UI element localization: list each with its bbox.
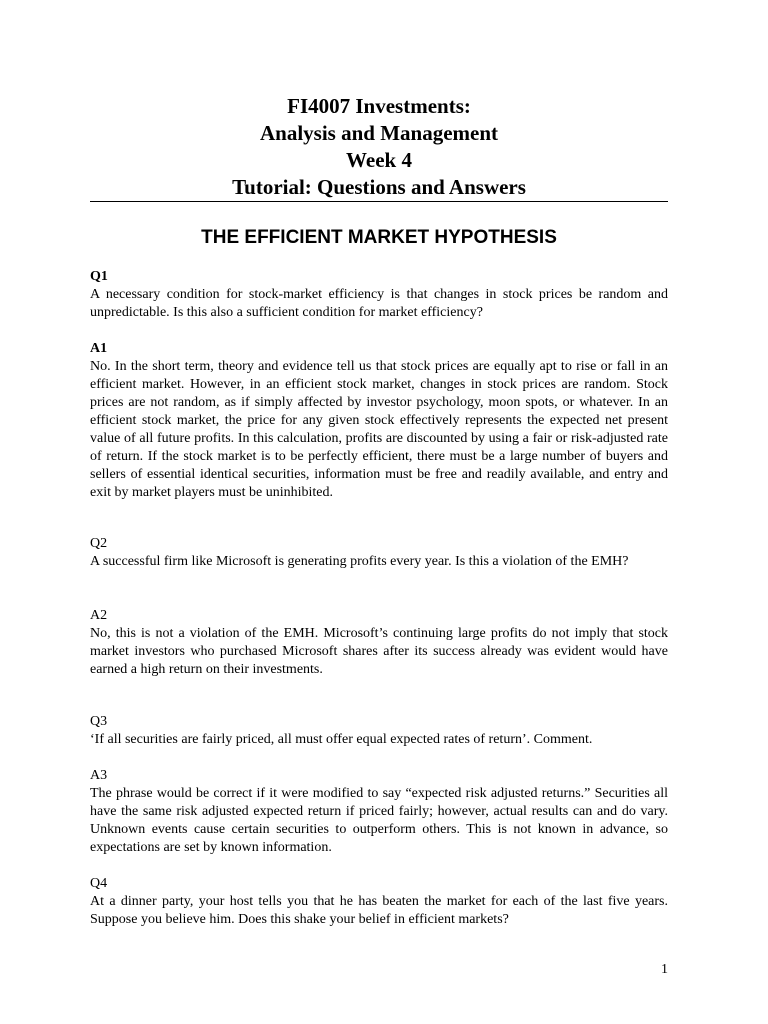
question-text: At a dinner party, your host tells you that he has beaten the market for each of the last five years. Suppose you believe him. Does this shake your belief in efficient markets? (90, 894, 668, 927)
qa-block-q1 (90, 268, 668, 322)
qa-block-q2 (90, 535, 668, 571)
qa-block-q3 (90, 713, 668, 749)
title-line-subject: Analysis and Management (259, 121, 499, 145)
answer-text: No, this is not a violation of the EMH. Microsoft’s continuing large profits do not imply that stock market investors who purchased Microsoft shares after its success already was evident would have earned a high return on their investments. (90, 626, 668, 677)
answer-text: The phrase would be correct if it were modified to say “expected risk adjusted returns.” Securities all have the same risk adjusted expected return if priced fairly; however, actual results can and do vary. Unknown events cause certain securities to outperform others. This is not known in advance, so expectations are set by known information. (90, 786, 668, 855)
title-line-tutorial: Tutorial: Questions and Answers (232, 175, 526, 199)
qa-block-a2 (90, 607, 668, 679)
question-text: ‘If all securities are fairly priced, all must offer equal expected rates of return’. Comment. (90, 732, 593, 747)
answer-label: A2 (90, 608, 108, 623)
question-label: Q1 (90, 269, 108, 284)
question-text: A necessary condition for stock-market efficiency is that changes in stock prices be random and unpredictable. Is this also a sufficient condition for market efficiency? (90, 287, 668, 320)
question-label: Q3 (90, 714, 108, 729)
qa-block-a3 (90, 767, 668, 857)
question-label: Q2 (90, 536, 108, 551)
question-label: Q4 (90, 876, 108, 891)
answer-label: A3 (90, 768, 108, 783)
title-line-week: Week 4 (346, 148, 412, 172)
answer-label: A1 (90, 341, 108, 356)
page-number: 1 (661, 962, 668, 977)
title-divider (90, 201, 668, 202)
answer-text: No. In the short term, theory and evidence tell us that stock prices are equally apt to rise or fall in an efficient market. However, in an efficient stock market, changes in stock prices are random. Stock prices are not random, as if simply affected by investor psychology, moon spots, or whatever. In an efficient stock market, the price for any given stock effectively represents the expected net present value of all future profits. In this calculation, profits are discounted by using a fair or risk-adjusted rate of return. If the stock market is to be perfectly efficient, there must be a large number of buyers and sellers of essential identical securities, information must be free and readily available, and entry and exit by market players must be uninhibited. (90, 359, 668, 500)
document-title (90, 93, 668, 201)
title-line-course: FI4007 Investments: (287, 94, 471, 118)
qa-block-a1 (90, 340, 668, 502)
qa-block-q4 (90, 875, 668, 929)
question-text: A successful firm like Microsoft is generating profits every year. Is this a violation of the EMH? (90, 554, 629, 569)
section-heading: THE EFFICIENT MARKET HYPOTHESIS (201, 227, 557, 248)
